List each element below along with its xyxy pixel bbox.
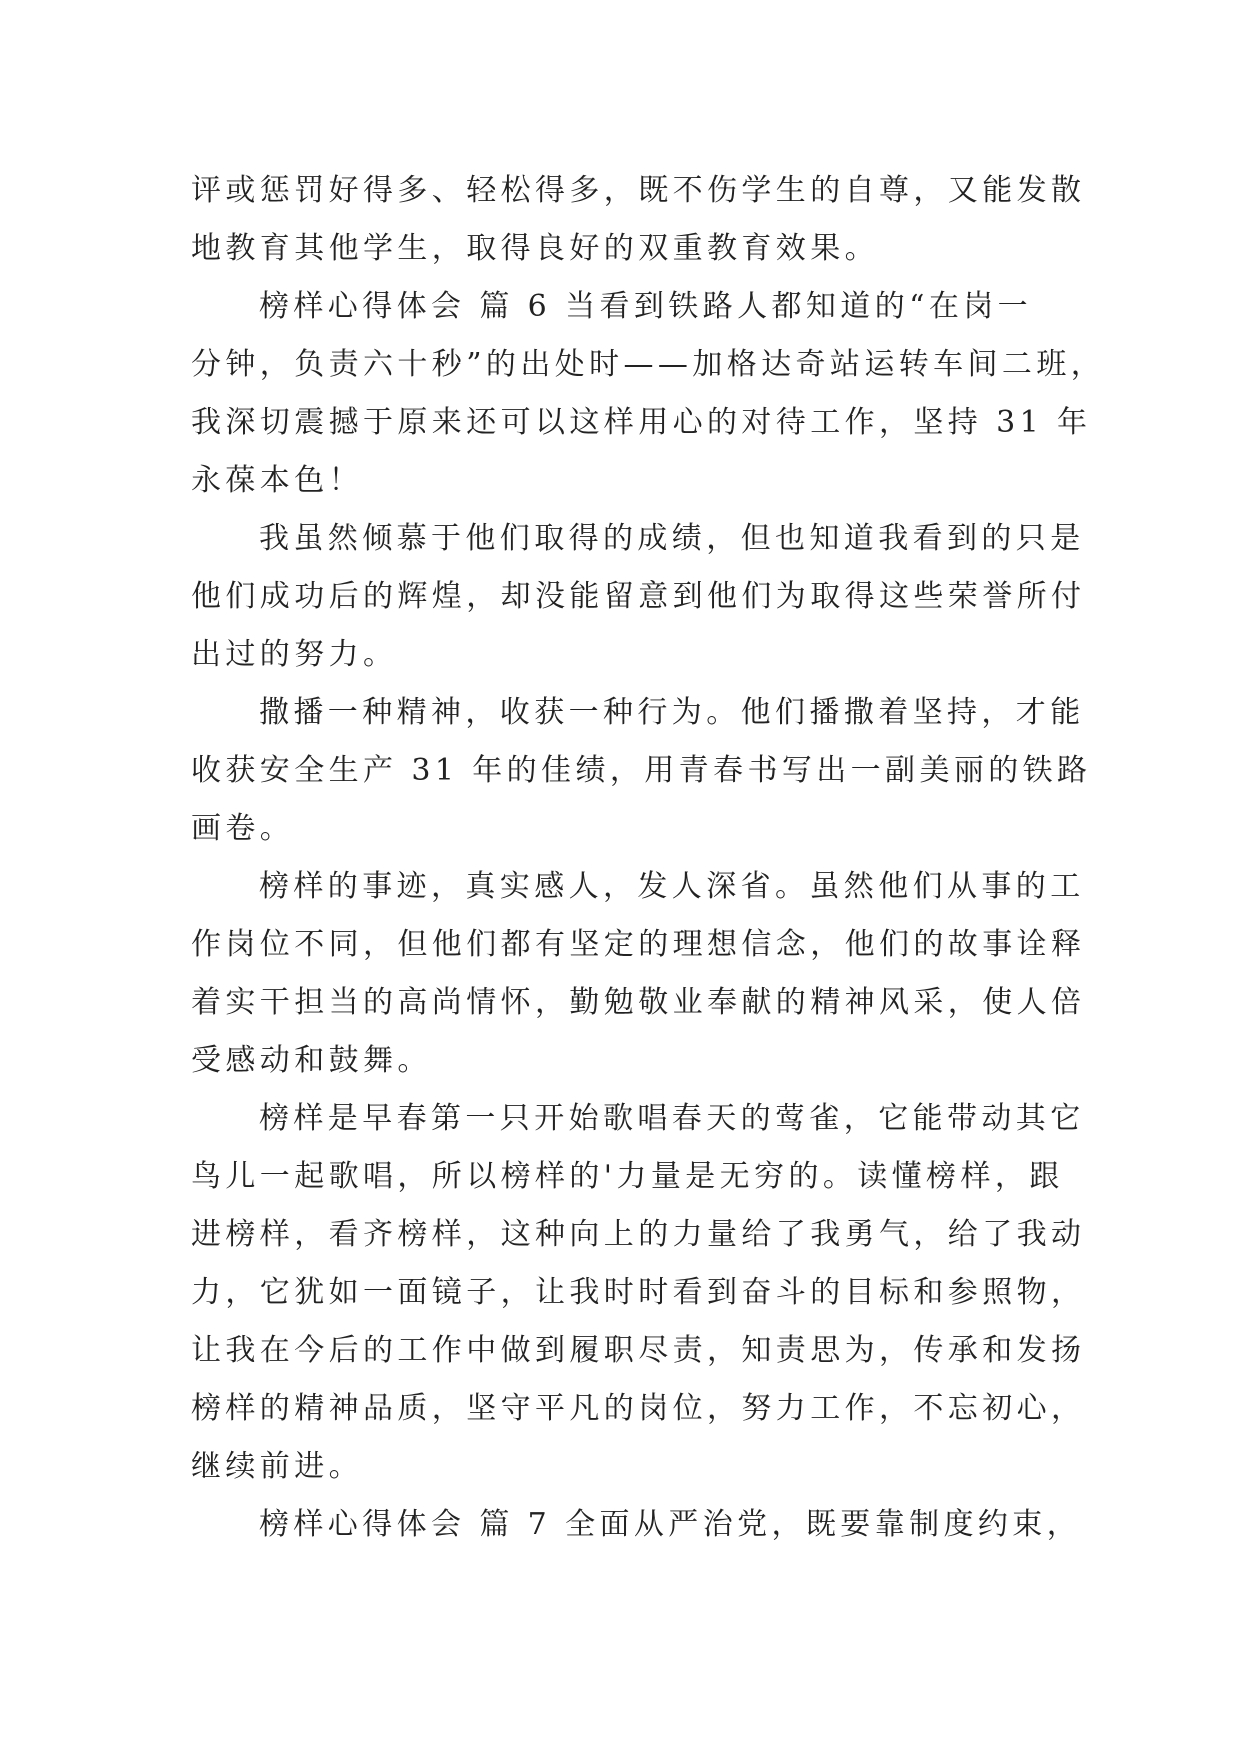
- text-line: 作岗位不同，但他们都有坚定的理想信念，他们的故事诠释: [191, 927, 1086, 962]
- text-line: 着实干担当的高尚情怀，勤勉敬业奉献的精神风采，使人倍: [191, 985, 1086, 1020]
- text-line: 画卷。: [191, 811, 295, 846]
- text-line: 继续前进。: [191, 1449, 363, 1484]
- text-line: 受感动和鼓舞。: [191, 1043, 432, 1078]
- text-line: 进榜样，看齐榜样，这种向上的力量给了我勇气，给了我动: [191, 1217, 1086, 1252]
- text-line: 永葆本色！: [191, 463, 363, 498]
- section-heading-line: 榜样心得体会 篇 7 全面从严治党，既要靠制度约束，: [259, 1507, 1082, 1542]
- text-line: 我深切震撼于原来还可以这样用心的对待工作，坚持 31 年: [191, 405, 1092, 440]
- text-line: 榜样的精神品质，坚守平凡的岗位，努力工作，不忘初心，: [191, 1391, 1086, 1426]
- paragraph-start-line: 榜样是早春第一只开始歌唱春天的莺雀，它能带动其它: [259, 1101, 1085, 1136]
- paragraph-start-line: 榜样的事迹，真实感人，发人深省。虽然他们从事的工: [259, 869, 1085, 904]
- text-line: 力，它犹如一面镜子，让我时时看到奋斗的目标和参照物，: [191, 1275, 1086, 1310]
- text-line: 地教育其他学生，取得良好的双重教育效果。: [191, 231, 879, 266]
- text-line: 鸟儿一起歌唱，所以榜样的'力量是无穷的。读懂榜样，跟: [191, 1159, 1064, 1194]
- text-line: 收获安全生产 31 年的佳绩，用青春书写出一副美丽的铁路: [191, 753, 1092, 788]
- paragraph-start-line: 我虽然倾慕于他们取得的成绩，但也知道我看到的只是: [259, 521, 1085, 556]
- text-line: 评或惩罚好得多、轻松得多，既不伤学生的自尊，又能发散: [191, 173, 1086, 208]
- section-heading-line: 榜样心得体会 篇 6 当看到铁路人都知道的“在岗一: [259, 289, 1033, 324]
- paragraph-start-line: 撒播一种精神，收获一种行为。他们播撒着坚持，才能: [259, 695, 1085, 730]
- text-line: 出过的努力。: [191, 637, 398, 672]
- body-text: [191, 162, 1106, 1554]
- text-line: 让我在今后的工作中做到履职尽责，知责思为，传承和发扬: [191, 1333, 1086, 1368]
- text-line: 他们成功后的辉煌，却没能留意到他们为取得这些荣誉所付: [191, 579, 1086, 614]
- text-line: 分钟，负责六十秒”的出处时——加格达奇站运转车间二班，: [191, 347, 1106, 382]
